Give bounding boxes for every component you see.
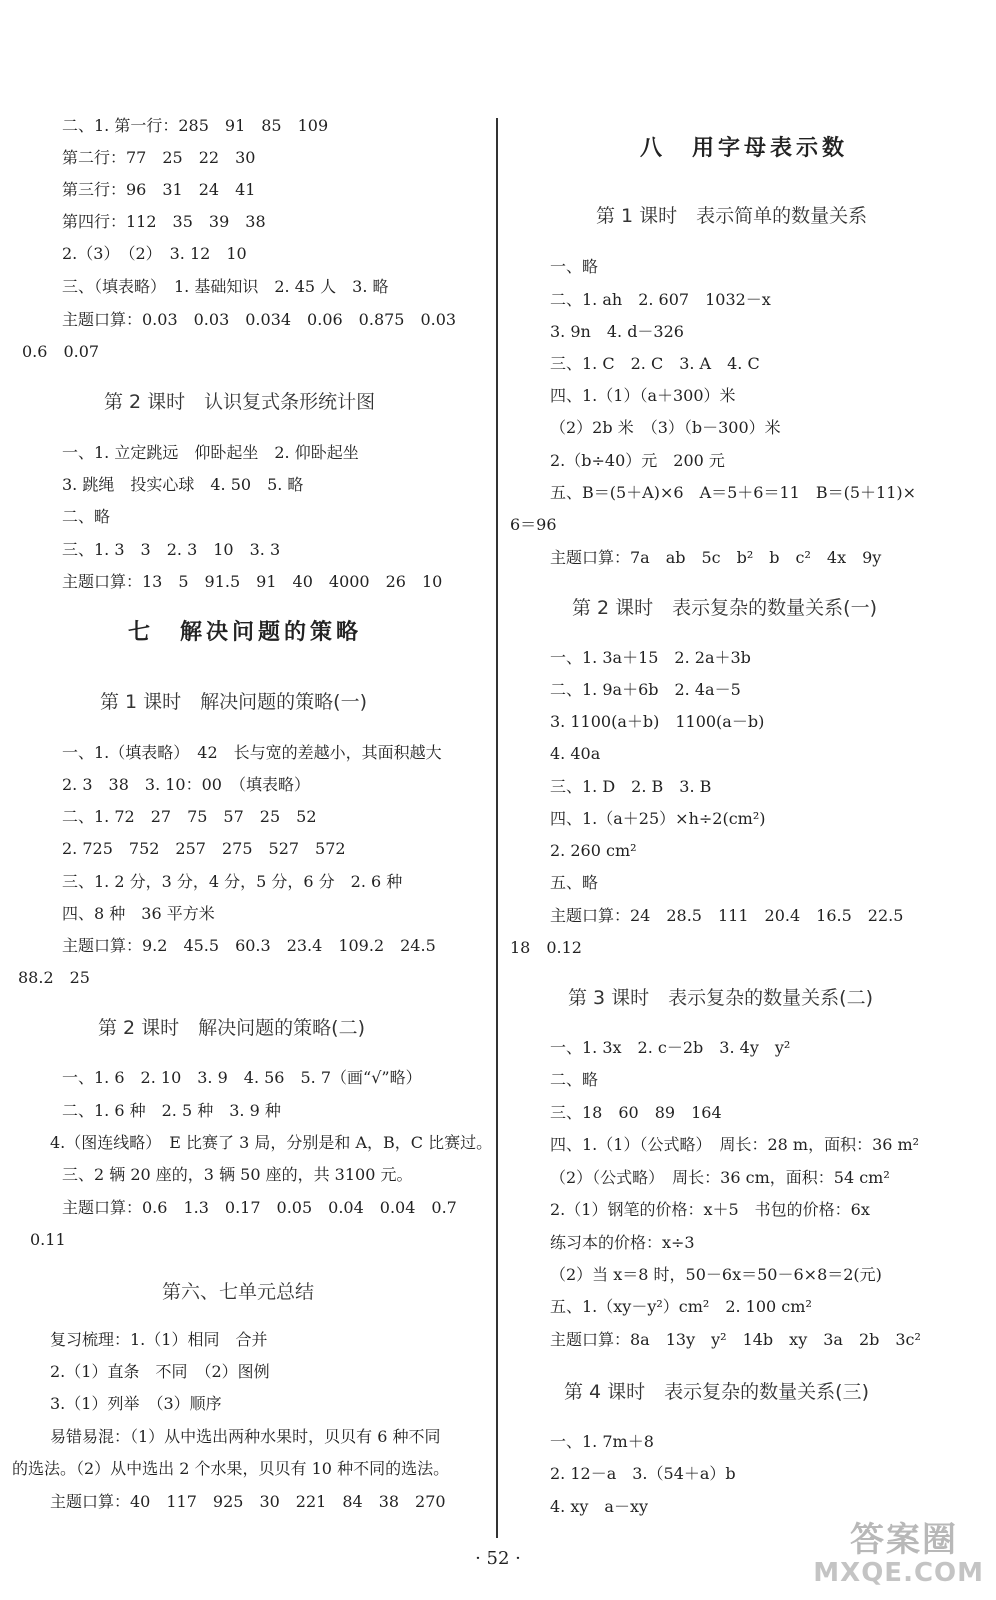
answer-line: 第四行：112 35 39 38 <box>62 212 266 231</box>
answer-line: 2. 260 cm² <box>550 841 637 860</box>
answer-line: 主题口算：9.2 45.5 60.3 23.4 109.2 24.5 <box>62 936 436 955</box>
answer-line: 复习梳理：1.（1）相同 合并 <box>50 1330 268 1349</box>
answer-line: 第二行：77 25 22 30 <box>62 148 256 167</box>
answer-line: 18 0.12 <box>510 938 582 957</box>
answer-line: 3. 1100(a＋b) 1100(a－b) <box>550 712 765 731</box>
answer-line: 0.6 0.07 <box>22 342 100 361</box>
answer-line: 一、1. 3x 2. c－2b 3. 4y y² <box>550 1038 791 1057</box>
answer-line: 五、B＝(5＋A)×6 A＝5＋6＝11 B＝(5＋11)× <box>550 483 917 502</box>
page-number: · 52 · <box>475 1548 521 1569</box>
watermark-url: MXQE.COM <box>813 1558 984 1588</box>
answer-line: 主题口算：40 117 925 30 221 84 38 270 <box>50 1492 446 1511</box>
watermark-text: 答案圈 <box>850 1520 958 1560</box>
answer-line: 2.（1）直条 不同 （2）图例 <box>50 1362 270 1381</box>
answer-line: 4. 40a <box>550 744 601 763</box>
answer-line: （2）当 x＝8 时，50－6x＝50－6×8＝2(元) <box>550 1265 882 1284</box>
answer-line: 0.11 <box>30 1230 66 1249</box>
answer-line: 主题口算：24 28.5 111 20.4 16.5 22.5 <box>550 906 904 925</box>
answer-line: 主题口算：7a ab 5c b² b c² 4x 9y <box>550 548 882 567</box>
answer-line: 6＝96 <box>510 515 557 534</box>
answer-line: 四、8 种 36 平方米 <box>62 904 215 923</box>
summary-heading: 第六、七单元总结 <box>162 1281 315 1303</box>
answer-line: 二、1. 9a＋6b 2. 4a－5 <box>550 680 741 699</box>
unit-heading: 七 解决问题的策略 <box>128 619 363 645</box>
answer-line: 练习本的价格：x÷3 <box>550 1233 695 1252</box>
answer-line: 二、1. 第一行：285 91 85 109 <box>62 116 329 135</box>
answer-line: 一、1. 立定跳远 仰卧起坐 2. 仰卧起坐 <box>62 443 359 462</box>
answer-line: 3.（1）列举 （3）顺序 <box>50 1394 222 1413</box>
answer-line: 三、（填表略） 1. 基础知识 2. 45 人 3. 略 <box>62 277 389 296</box>
lesson-heading: 第 3 课时 表示复杂的数量关系(二) <box>568 987 873 1009</box>
answer-line: 主题口算：0.6 1.3 0.17 0.05 0.04 0.04 0.7 <box>62 1198 457 1217</box>
answer-line: 三、1. C 2. C 3. A 4. C <box>550 354 760 373</box>
watermark-logo <box>808 1512 988 1592</box>
answer-line: 三、1. D 2. B 3. B <box>550 777 712 796</box>
lesson-heading: 第 1 课时 表示简单的数量关系 <box>596 205 868 227</box>
answer-line: 四、1.（1）（公式略） 周长：28 m，面积：36 m² <box>550 1135 920 1154</box>
answer-line: 主题口算：8a 13y y² 14b xy 3a 2b 3c² <box>550 1330 921 1349</box>
answer-line: 2.（b÷40）元 200 元 <box>550 451 725 470</box>
answer-line: 2.（1）钢笔的价格：x＋5 书包的价格：6x <box>550 1200 870 1219</box>
answer-line: 第三行：96 31 24 41 <box>62 180 256 199</box>
answer-line: 易错易混：（1）从中选出两种水果时，贝贝有 6 种不同 <box>50 1427 441 1446</box>
answer-line: 二、1. ah 2. 607 1032－x <box>550 290 771 309</box>
answer-line: 一、略 <box>550 257 599 276</box>
answer-line: 主题口算：13 5 91.5 91 40 4000 26 10 <box>62 572 443 591</box>
answer-line: 一、1. 6 2. 10 3. 9 4. 56 5. 7（画“√”略） <box>62 1068 422 1087</box>
answer-line: 四、1.（1）（a＋300）米 <box>550 386 736 405</box>
answer-line: 的选法。（2）从中选出 2 个水果，贝贝有 10 种不同的选法。 <box>12 1459 450 1478</box>
answer-line: 五、1.（xy－y²）cm² 2. 100 cm² <box>550 1297 812 1316</box>
answer-line: 二、1. 72 27 75 57 25 52 <box>62 807 317 826</box>
answer-line: 一、1. 7m＋8 <box>550 1432 654 1451</box>
lesson-heading: 第 4 课时 表示复杂的数量关系(三) <box>564 1381 869 1403</box>
answer-line: 二、略 <box>550 1070 599 1089</box>
answer-line: 2. 3 38 3. 10：00 （填表略） <box>62 775 310 794</box>
answer-line: 2. 12－a 3.（54＋a）b <box>550 1464 736 1483</box>
answer-line: 3. 9n 4. d－326 <box>550 322 684 341</box>
answer-line: 一、1.（填表略） 42 长与宽的差越小，其面积越大 <box>62 743 442 762</box>
unit-heading: 八 用字母表示数 <box>640 135 849 161</box>
lesson-heading: 第 2 课时 解决问题的策略(二) <box>98 1017 365 1039</box>
answer-line: 三、1. 2 分，3 分，4 分，5 分，6 分 2. 6 种 <box>62 872 403 891</box>
answer-line: 四、1.（a＋25）×h÷2(cm²) <box>550 809 766 828</box>
answer-line: 2.（3） （2） 3. 12 10 <box>62 244 247 263</box>
answer-line: 4.（图连线略） E 比赛了 3 局，分别是和 A，B，C 比赛过。 <box>50 1133 493 1152</box>
answer-line: 三、1. 3 3 2. 3 10 3. 3 <box>62 540 281 559</box>
answer-line: （2）（公式略） 周长：36 cm，面积：54 cm² <box>550 1168 890 1187</box>
answer-line: 2. 725 752 257 275 527 572 <box>62 839 346 858</box>
answer-line: 主题口算：0.03 0.03 0.034 0.06 0.875 0.03 <box>62 310 457 329</box>
answer-line: 二、略 <box>62 507 111 526</box>
answer-line: 五、略 <box>550 873 599 892</box>
column-divider <box>496 118 498 1538</box>
answer-line: 三、18 60 89 164 <box>550 1103 722 1122</box>
answer-line: （2）2b 米 （3）（b－300）米 <box>550 418 781 437</box>
answer-line: 二、1. 6 种 2. 5 种 3. 9 种 <box>62 1101 281 1120</box>
answer-line: 88.2 25 <box>18 968 90 987</box>
lesson-heading: 第 1 课时 解决问题的策略(一) <box>100 691 367 713</box>
lesson-heading: 第 2 课时 表示复杂的数量关系(一) <box>572 597 877 619</box>
answer-line: 3. 跳绳 投实心球 4. 50 5. 略 <box>62 475 304 494</box>
answer-line: 三、2 辆 20 座的，3 辆 50 座的，共 3100 元。 <box>62 1165 413 1184</box>
lesson-heading: 第 2 课时 认识复式条形统计图 <box>104 391 376 413</box>
answer-line: 一、1. 3a＋15 2. 2a＋3b <box>550 648 751 667</box>
answer-line: 4. xy a－xy <box>550 1497 649 1516</box>
